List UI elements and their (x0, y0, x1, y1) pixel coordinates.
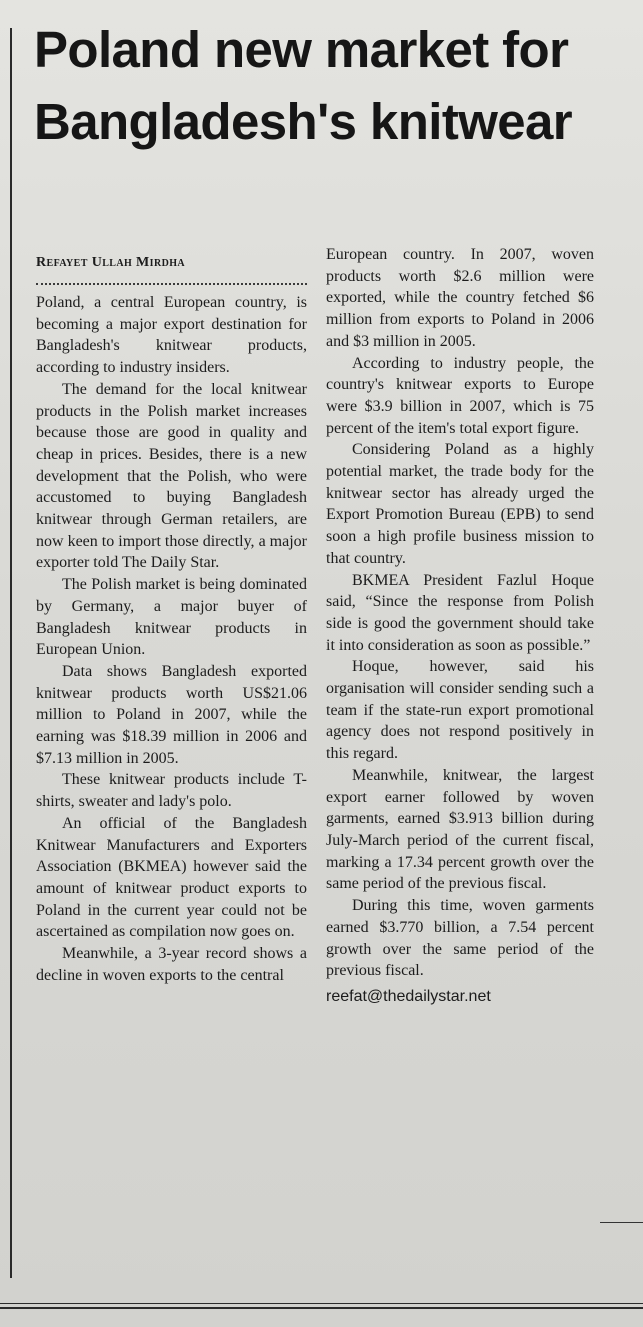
author-email: reefat@thedailystar.net (326, 987, 491, 1005)
paragraph: These knitwear products include T-shirts, sweater and lady's polo. (36, 771, 307, 811)
paragraph: During this time, woven garments earned $3.770 billion, a 7.54 percent growth over the same period of the previous fiscal. (326, 897, 594, 980)
paragraph: According to industry people, the country's knitwear exports to Europe were $3.9 billion in 2007, which is 75 percent of the item's total export figure. (326, 354, 594, 437)
right-column (326, 244, 594, 1008)
paragraph: European country. In 2007, woven products worth $2.6 million were exported, while the country fetched $6 million from exports to Poland in 2006 and $3 million in 2005. (326, 246, 594, 350)
paragraph: The demand for the local knitwear products in the Polish market increases because those are good in quality and cheap in prices. Besides, there is a new development that the Polish, who were accustomed to buying Bangladesh knitwear through German retailers, are now keen to import those directly, a major exporter told The Daily Star. (36, 380, 307, 572)
left-column (36, 292, 307, 987)
paragraph: Data shows Bangladesh exported knitwear products worth US$21.06 million to Poland in 2007, while the earning was $18.39 million in 2006 and $7.13 million in 2005. (36, 662, 307, 767)
byline: Refayet Ullah Mirdha (36, 255, 186, 270)
margin-rule (600, 1222, 643, 1223)
bottom-rule (0, 1307, 643, 1309)
byline-divider (36, 283, 307, 285)
paragraph: Meanwhile, a 3-year record shows a decline in woven exports to the central (36, 945, 307, 984)
paragraph: BKMEA President Fazlul Hoque said, “Since the response from Polish side is good the government should take it into consideration as soon as possible.” (326, 571, 594, 654)
paragraph: Considering Poland as a highly potential market, the trade body for the knitwear sector has already urged the Export Promotion Bureau (EPB) to send soon a high profile business mission to that country. (326, 441, 594, 567)
left-column-rule (10, 28, 12, 1278)
paragraph: The Polish market is being dominated by Germany, a major buyer of Bangladesh knitwear products in European Union. (36, 576, 307, 659)
paragraph: Meanwhile, knitwear, the largest export earner followed by woven garments, earned $3.913 billion during July-March period of the current fiscal, marking a 17.34 percent growth over the same period of the previous fiscal. (326, 766, 594, 893)
paragraph: An official of the Bangladesh Knitwear Manufacturers and Exporters Association (BKMEA) however said the amount of knitwear product exports to Poland in the current year could not be ascertained as compilation now goes on. (36, 814, 307, 941)
paragraph: Poland, a central European country, is becoming a major export destination for Bangladesh's knitwear products, according to industry insiders. (36, 294, 307, 377)
bottom-rule (0, 1303, 643, 1304)
headline: Poland new market for Bangladesh's knitwear (34, 21, 573, 150)
paragraph: Hoque, however, said his organisation will consider sending such a team if the state-run export promotional agency does not respond positively in this regard. (326, 658, 594, 763)
